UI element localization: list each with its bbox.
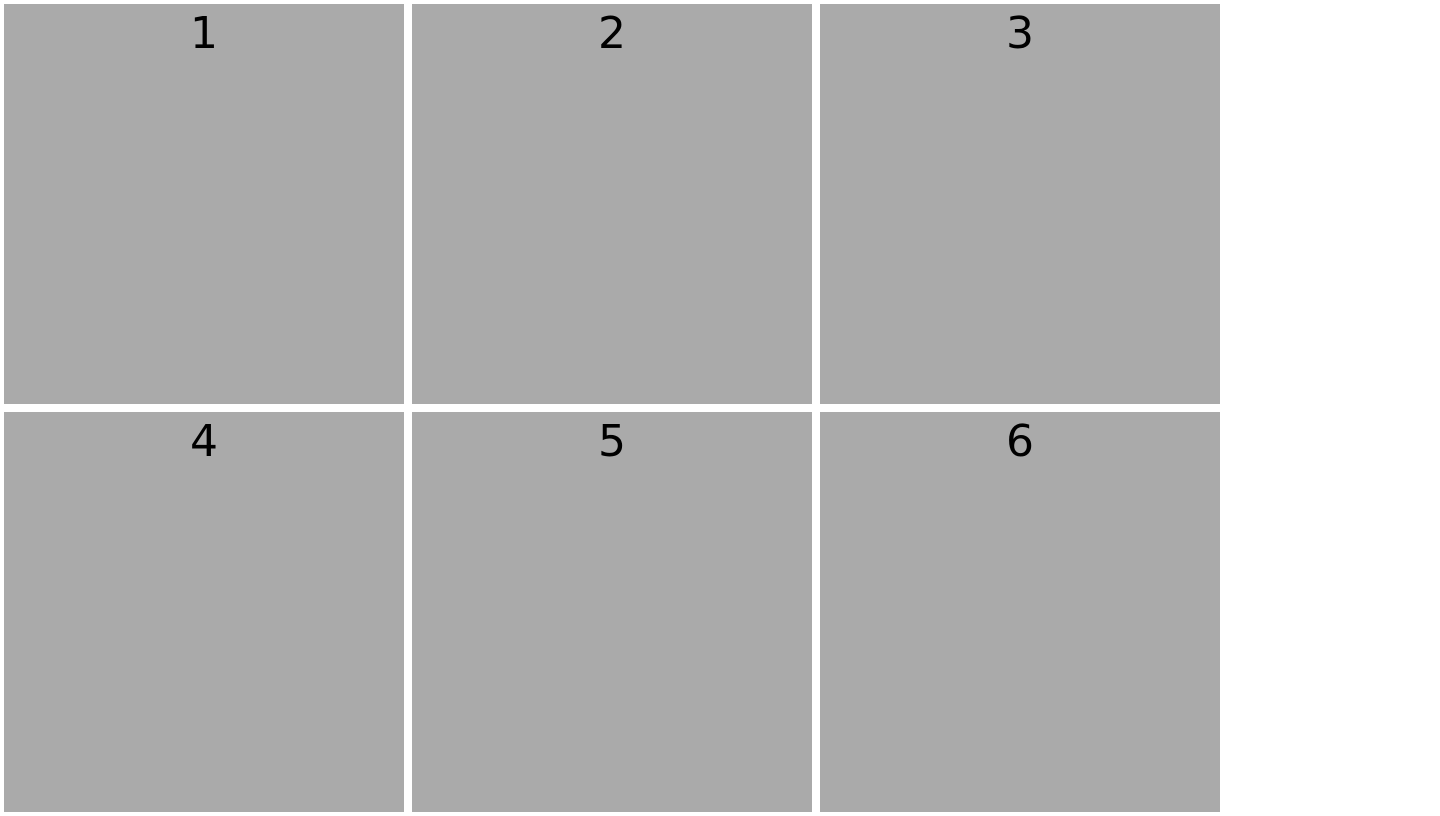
tile-5: [412, 412, 812, 812]
tile-label: 2: [598, 8, 626, 59]
tile-2: [412, 4, 812, 404]
tile-label: 4: [190, 416, 218, 467]
tile-label: 6: [1006, 416, 1034, 467]
tile-6: [820, 412, 1220, 812]
tile-label: 3: [1006, 8, 1034, 59]
tile-label: 1: [190, 8, 218, 59]
tile-label: 5: [598, 416, 626, 467]
tile-4: [4, 412, 404, 812]
tile-3: [820, 4, 1220, 404]
tile-1: [4, 4, 404, 404]
